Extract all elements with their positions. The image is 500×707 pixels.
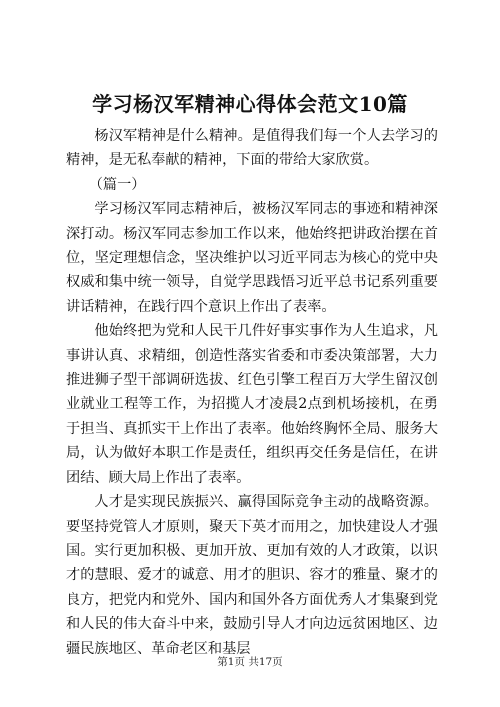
body-paragraph: 人才是实现民族振兴、赢得国际竞争主动的战略资源。要坚持党管人才原则，聚天下英才而用之，加快建设人才强国。实行更加积极、更加开放、更加有效的人才政策，以识才的慧眼、爱才的诚意、用才的胆识、容才的雅量、聚才的良方，把党内和党外、国内和国外各方面优秀人才集聚到党和人民的伟大奋斗中来，鼓励引导人才向边远贫困地区、边疆民族地区、革命老区和基层 xyxy=(66,494,438,657)
intro-paragraph: 杨汉军精神是什么精神。是值得我们每一个人去学习的精神，是无私奉献的精神，下面的带给大家欣赏。 xyxy=(66,128,438,169)
document-title: 学习杨汉军精神心得体会范文10篇 xyxy=(92,92,408,116)
body-paragraph: 学习杨汉军同志精神后，被杨汉军同志的事迹和精神深深打动。杨汉军同志参加工作以来，他始终把讲政治摆在首位，坚定理想信念，坚决维护以习近平同志为核心的党中央权威和集中统一领导，自觉学思践悟习近平总书记系列重要讲话精神，在践行四个意识上作出了表率。 xyxy=(66,201,438,315)
page-number: 第1页 共17页 xyxy=(217,656,283,668)
section-heading: （篇一） xyxy=(88,176,146,193)
body-paragraph: 他始终把为党和人民干几件好事实事作为人生追求，凡事讲认真、求精细，创造性落实省委和市委决策部署，大力推进狮子型干部调研选拔、红色引擎工程百万大学生留汉创业就业工程等工作，为招揽人才凌晨2点到机场接机，在勇于担当、真抓实干上作出了表率。他始终胸怀全局、服务大局，认为做好本职工作是责任，组织再交任务是信任，在讲团结、顾大局上作出了表率。 xyxy=(66,323,438,486)
document-body xyxy=(66,124,438,661)
